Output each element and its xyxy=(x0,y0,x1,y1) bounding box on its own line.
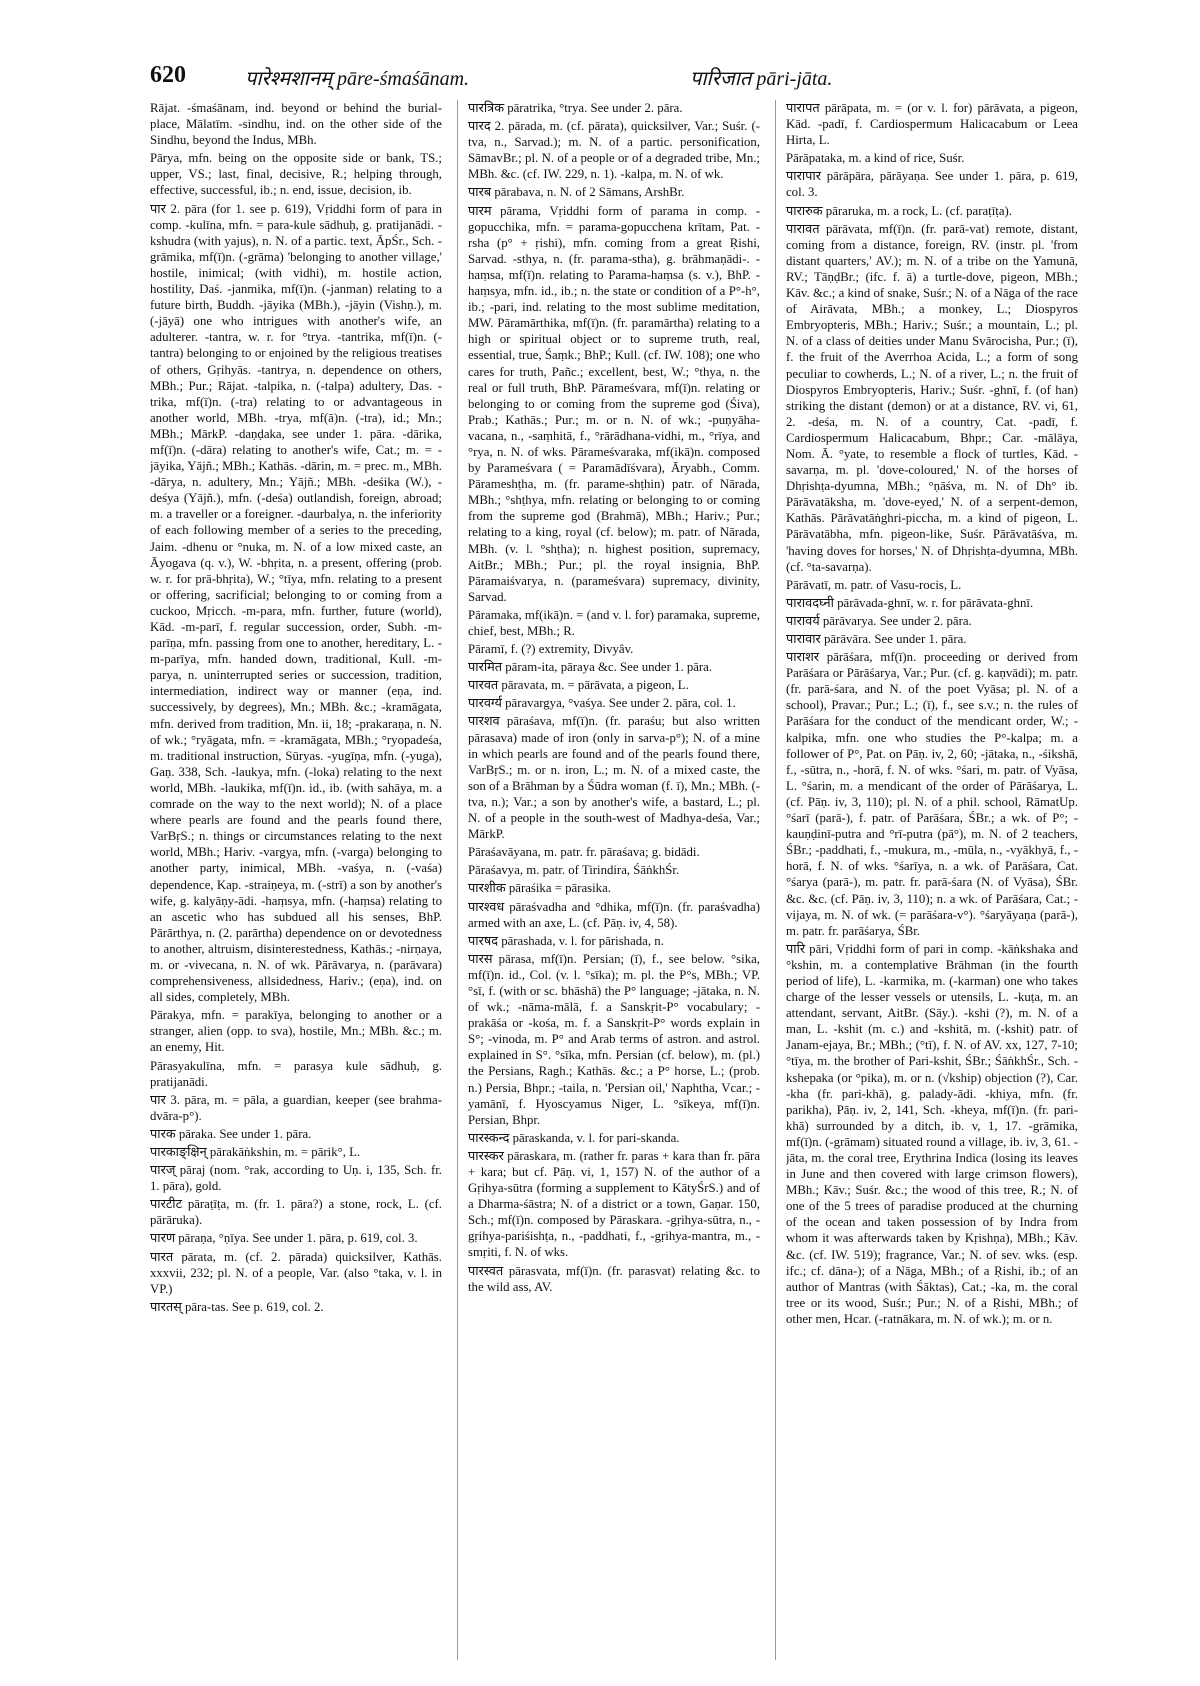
dictionary-entry: पारकाङ्क्षिन् pārakāṅkshin, m. = pārik°, L. xyxy=(150,1145,361,1159)
dictionary-entry: Pārasyakulīna, mfn. = parasya kule sādhuḥ, g. pratijanādi. xyxy=(150,1058,442,1089)
dictionary-entry: पारत pārata, m. (cf. 2. pārada) quicksilver, Kathās. xxxvii, 232; pl. N. of a people, Var. (also °taka, v. l. in VP.) xyxy=(150,1249,442,1296)
dictionary-entry: पारक pāraka. See under 1. pāra. xyxy=(150,1126,312,1141)
dictionary-entry: पारत्रिक pāratrika, °trya. See under 2. pāra. xyxy=(468,101,683,115)
dictionary-entry: पारतस् pāra-tas. See p. 619, col. 2. xyxy=(150,1299,324,1314)
dictionary-entry: Pāramī, f. (?) extremity, Divyâv. xyxy=(468,642,634,657)
dictionary-entry: पारमित pāram-ita, pāraya &c. See under 1. pāra. xyxy=(468,660,713,675)
right-running-headword: पारिजात pāri-jāta. xyxy=(690,68,833,90)
page-header xyxy=(150,62,1070,96)
dictionary-entry: पारज् pāraj (nom. °rak, according to Uṇ. i, 135, Sch. fr. 1. pāra), gold. xyxy=(150,1163,442,1194)
column-2 xyxy=(468,100,760,1670)
column-1 xyxy=(150,100,442,1670)
dictionary-entry: Pāraśavya, m. patr. of Tirindira, ŚāṅkhŚr. xyxy=(468,863,680,878)
column-divider xyxy=(775,100,776,1660)
dictionary-entry: पारापार pārāpāra, pārāyaṇa. See under 1. pāra, p. 619, col. 3. xyxy=(786,169,1078,200)
dictionary-entry: पारस्वत pārasvata, mf(ī)n. (fr. parasvat) relating &c. to the wild ass, AV. xyxy=(468,1263,760,1294)
dictionary-entry: पारटीट pāraṭīṭa, m. (fr. 1. pāra?) a stone, rock, L. (cf. pārāruka). xyxy=(150,1197,442,1228)
dictionary-entry: पारारुक pāraruka, m. a rock, L. (cf. paraṭīṭa). xyxy=(786,203,1012,218)
dictionary-entry: पारश्वध pāraśvadha and °dhika, mf(ī)n. (fr. paraśvadha) armed with an axe, L. (cf. Pāṇ. iv, 4, 58). xyxy=(468,899,760,930)
dictionary-entry: पारवर्ग्य pāravargya, °vaśya. See under 2. pāra, col. 1. xyxy=(468,696,736,711)
dictionary-entry: Pārāvatī, m. patr. of Vasu-rocis, L. xyxy=(786,577,962,592)
column-divider xyxy=(457,100,458,1660)
dictionary-entry: पार 2. pāra (for 1. see p. 619), Vṛiddhi form of para in comp. -kulīna, mfn. = para-kule sādhuḥ, g. pratijanādi. -kshudra (with yajus), n. N. of a partic. text, ĀpŚr., Sch. -grāmika, mf(ī)n. (-grāma) 'belonging to another village,' hostile, inimical; (with vidhi), m. hostile action, hostility, Daś. -janmika, mf(ī)n. (-janman) relating to a future birth, Buddh. -jāyika (MBh.), -jāyin (Vishṇ.), m. (-jāyā) one who intrigues with another's wife, an adulterer. -tantra, w. r. for °trya. -tantrika, mf(ī)n. (-tantra) belonging to or enjoined by the religious treatises of others, Gṛihyās. -tantrya, n. dependence on others, MBh.; Pur.; Rājat. -talpika, n. (-talpa) adultery, Das. -trika, mf(ī)n. (-tra) relating to or advantageous in another world, MBh. -trya, mf(ā)n. (-tra), id.; Mn.; MBh.; MārkP. -daṇḍaka, see under 1. pāra. -dārika, mf(ī)n. (-dāra) relating to another's wife, Cat.; m. = -jāyika, Yājñ.; MBh.; Kathās. -dārin, m. = prec. m., MBh. -dārya, n. adultery, Mn.; Yājñ.; MBh. -deśika (W.), -deśya (Yājñ.), mfn. (-deśa) outlandish, foreign, abroad; m. a traveller or a foreigner. -daurbalya, n. the inferiority of each following member of a series to the preceding, Jaim. -dhenu or °nuka, m. N. of a low mixed caste, an Āyogava (q. v.), W. -bhṛita, n. a present, offering (prob. w. r. for prā-bhṛita), W.; °tīya, mfn. relating to a present or offering, sacrificial; belonging to or coming from a cuckoo, Mṛicch. -m-para, mfn. further, future (world), Kād. -m-parī, f. regular succession, order, Subh. -m-parīṇa, mfn. passing from one to another, hereditary, L. -m-parīya, mfn. handed down, traditional, Kull. -m-parya, n. uninterrupted series or succession, tradition, intermediation, indirect way or manner (eṇa, ind. successively, by degrees), Mn.; MBh. &c.; -kramāgata, mfn. derived from tradition, Mn. ii, 18; -prakaraṇa, n. N. of wk.; °ryāgata, mfn. = -kramāgata, MBh.; °ryopadeśa, m. traditional instruction, Sūryas. -yugīṇa, mfn. (-yuga), Gaṇ. 338, Sch. -laukya, mfn. (-loka) relating to the next world, MBh. -laukika, mf(ī)n. id., ib. (with sahāya, m. a comrade on the way to the next world); N. of a place where pearls are found and the pearls found there, VarBṛS.; n. things or circumstances relating to the next world, MBh.; Hariv. -vargya, mfn. (-varga) belonging to another party, inimical, MBh. -vaśya, n. (-vaśa) dependence, Kap. -straiṇeya, m. (-strī) a son by another's wife, g. kalyāṇy-ādi. -haṃsya, mfn. (-haṃsa) relating to an ascetic who has subdued all his senses, BhP. Pārārthya, n. (2. parārtha) dependence on or devotedness to another, altruism, disinterestedness, Kathās.; -nirṇaya, m. or -vivecana, n. N. of wk. Pārāvarya, n. (parāvara) comprehensiveness, allsidedness, Hariv.; (eṇa), ind. on all sides, completely, MBh. xyxy=(150,201,442,1005)
dictionary-entry: पारस्कर pāraskara, m. (rather fr. paras + kara than fr. pāra + kara; but cf. Pāṇ. vi, 1, 157) N. of the author of a Gṛihya-sūtra (forming a supplement to KātyŚrS.) and of a Dharma-śāstra; N. of a district or a town, Gaṇar. 150, Sch.; mf(ī)n. composed by Pāraskara. -gṛihya-sūtra, n., -gṛihya-pariśishṭa, n., -paddhati, f., -gṛihya-mantra, m., -smṛiti, f. N. of wks. xyxy=(468,1148,760,1260)
dictionary-entry: पारावदघ्नी pārāvada-ghnī, w. r. for pārāvata-ghnī. xyxy=(786,595,1034,610)
dictionary-entry: पारब pārabava, n. N. of 2 Sāmans, ArshBr. xyxy=(468,185,685,200)
dictionary-entry: पारम pārama, Vṛiddhi form of parama in comp. -gopucchika, mfn. = parama-gopucchena krītam, Pat. -rsha (p° + ṛishi), mfn. coming from a great Ṛishi, Sarvad. -sthya, n. (fr. parama-stha), g. brāhmaṇādi-. -haṃsa, mf(ī)n. relating to Parama-haṃsa (s. v.), BhP. -haṃsya, mfn. id., ib.; n. the state or condition of a P°-h°, ib.; -pari, ind. relating to the most sublime meditation, MW. Pāramārthika, mf(ī)n. (fr. paramārtha) relating to a high or spiritual object or to supreme truth, real, essential, true, Śaṃk.; BhP.; Kull. (cf. IW. 108); one who cares for truth, Pañc.; excellent, best, W.; °thya, n. the real or full truth, BhP. Pārameśvara, mf(ī)n. relating or belonging to or coming from the supreme god (Śiva), Prab.; Kathās.; Pur.; m. or n. N. of wk.; -puṇyāha-vacana, n., -saṃhitā, f., °rārādhana-vidhi, m., °rīya, and °rya, n. N. of wks. Pārameśvaraka, mf(ikā)n. composed by Parameśvara ( = Paramādīśvara), Āryabh., Comm. Pārameshṭha, m. (fr. parame-shṭhin) patr. of Nārada, MBh.; °shṭhya, mfn. relating or belonging to or coming from the supreme god (Brahmā), MBh.; Hariv.; Pur.; relating to a king, royal (cf. below); m. patr. of Nārada, MBh. (v. l. °shṭha); n. highest position, supremacy, AitBr.; MBh.; Pur.; pl. the royal insignia, BhP. Pāramaiśvarya, n. (parameśvara) supremacy, divinity, Sarvad. xyxy=(468,203,760,604)
column-3 xyxy=(786,100,1078,1670)
dictionary-entry: पारद 2. pārada, m. (cf. pārata), quicksilver, Var.; Suśr. (-tva, n., Sarvad.); m. N. of a partic. personification, SāmavBr.; pl. N. of a people or of a degraded tribe, Mn.; MBh. &c. (cf. IW. 229, n. 1). -kalpa, m. N. of wk. xyxy=(468,119,760,182)
dictionary-entry: पारशीक pāraśika = pārasika. xyxy=(468,881,611,896)
dictionary-entry: पाराशर pārāśara, mf(ī)n. proceeding or derived from Parāśara or Pārāśarya, Var.; Pur. (cf. g. kaṇvādi); m. patr. (fr. parā-śara, and N. of the poet Vyāsa; pl. N. of a school), Pravar.; Pur.; L.; (ī), f., see s.v.; n. the rules of Parāśara for the conduct of the mendicant order, W.; -kalpika, mfn. one who studies the P°-kalpa; m. a follower of P°, Pat. on Pāṇ. iv, 2, 60; -jātaka, n., -śikshā, f., -sūtra, n., -horā, f. N. of wks. °śari, m. patr. of Vyāsa, L. °śarin, m. a mendicant of the order of Pārāśarya, L. (cf. Pāṇ. iv, 3, 110); pl. N. of a phil. school, RāmatUp. °śarī (parā-), f. patr. of Parāśara, ŚBr.; a wk. of P°; -kauṇḍinī-putra and °rī-putra (pā°), m. N. of 2 teachers, ŚBr.; -paddhati, f., -mukura, m., -mūla, n., -vyākhyā, f., -horā, f. N. of wks. °śarīya, n. a wk. of Parāśara, Cat. °śarya (parā-), m. patr. fr. parā-śara (N. of Vyāsa), ŚBr. &c. &c. (cf. Pāṇ. iv, 3, 110); n. a wk. of Parāśara, Cat.; -vijaya, m. N. of wk. (= parāśara-v°). °śaryāyaṇa (parā-), m. patr. fr. parāśarya, ŚBr. xyxy=(786,650,1078,938)
page-number: 620 xyxy=(150,62,186,88)
dictionary-entry: Pārya, mfn. being on the opposite side or bank, TS.; upper, VS.; last, final, decisive, R.; helping through, effective, successful, ib.; n. end, issue, decision, ib. xyxy=(150,151,442,198)
dictionary-entry: पारशव pāraśava, mf(ī)n. (fr. paraśu; but also written pārasava) made of iron (only in sarva-p°); N. of a mine in which pearls are found and of the pearls found there, VarBṛS.; m. or n. iron, L.; m. N. of a mixed caste, the son of a Brāhman by a Śūdra woman (f. ī), Mn.; MBh. (-tva, n.); Var.; a son by another's wife, a bastard, L.; pl. N. of a people in the south-west of Madhya-deśa, Var.; MārkP. xyxy=(468,714,760,842)
dictionary-entry: पारावत pārāvata, mf(ī)n. (fr. parā-vat) remote, distant, coming from a distance, foreign, RV. (instr. pl. 'from distant quarters,' AV.); m. N. of a tribe on the Yamunā, RV.; TāṇḍBr.; (ifc. f. ā) a turtle-dove, pigeon, MBh.; Kāv. &c.; a kind of snake, Suśr.; N. of a Nāga of the race of Airāvata, MBh.; a monkey, L.; Diospyros Embryopteris, MBh.; Hariv.; Suśr.; a mountain, L.; pl. N. of a class of deities under Manu Svārocisha, Pur.; (ī), f. the fruit of the Averrhoa Acida, L.; a form of song peculiar to cowherds, L.; N. of a river, L.; n. the fruit of Diospyros Embryopteris, Hariv.; Suśr. -ghnī, f. (of han) striking the distant (demon) or at a distance, RV. vi, 61, 2. -deśa, m. N. of a country, Cat. -padī, f. Cardiospermum Halicacabum, Bhpr.; Car. -mālāya, Nom. Ā. °yate, to resemble a flock of turtles, Kād. -savarṇa, m. pl. 'dove-coloured,' N. of the horses of Dhṛishṭa-dyumna, MBh.; °ṇāśva, m. N. of Dh° ib. Pārāvatāksha, m. 'dove-eyed,' N. of a serpent-demon, Kathās. Pārāvatāṅghri-piccha, m. a kind of pigeon, L. Pārāvatābha, mfn. pigeon-like, Suśr. Pārāvatāśva, m. 'having doves for horses,' N. of Dhṛishṭa-dyumna, MBh. (cf. °ta-savarṇa). xyxy=(786,221,1078,574)
dictionary-entry: पारषद pārashada, v. l. for pārishada, n. xyxy=(468,933,664,948)
dictionary-entry: Pārakya, mfn. = parakīya, belonging to another or a stranger, alien (opp. to sva), hostile, Mn.; MBh. &c.; m. an enemy, Hit. xyxy=(150,1008,442,1055)
dictionary-entry: पारापत pārāpata, m. = (or v. l. for) pārāvata, a pigeon, Kād. -padī, f. Cardiospermum Halicacabum or Leea Hirta, L. xyxy=(786,101,1078,148)
dictionary-entry: पारस pārasa, mf(ī)n. Persian; (ī), f., see below. °sika, mf(ī)n. id., Col. (v. l. °sīka); m. pl. the P°s, MBh.; VP. °sī, f. (with or sc. bhāshā) the P° language; -jātaka, n. N. of wk.; -nāma-mālā, f. a Sanskṛit-P° vocabulary; -prakāśa or -kośa, m. f. a Sanskṛit-P° words explain in S°; -vinoda, m. P° and Arab terms of astron. and astrol. explained in S°. °sīka, mfn. Persian (cf. below), m. (pl.) the Persians, Ragh.; Kathās. &c.; a P° horse, L.; (prob. n.) Persia, Bhpr.; -taila, n. 'Persian oil,' Naphtha, Vcar.; -yamānī, f. Hyoscyamus Niger, L. °sīkeya, mf(ī)n. Persian, Bhpr. xyxy=(468,951,760,1127)
dictionary-entry: पारवत pāravata, m. = pārāvata, a pigeon, L. xyxy=(468,678,689,693)
left-running-headword: पारेश्मशानम् pāre-śmaśānam. xyxy=(245,68,470,90)
dictionary-entry: पारावार pārāvāra. See under 1. pāra. xyxy=(786,632,967,646)
dictionary-entry: पारण pāraṇa, °ṇīya. See under 1. pāra, p. 619, col. 3. xyxy=(150,1231,418,1246)
dictionary-entry: पारस्कन्द pāraskanda, v. l. for pari-skanda. xyxy=(468,1130,680,1145)
dictionary-entry: पार 3. pāra, m. = pāla, a guardian, keeper (see brahma-dvāra-p°). xyxy=(150,1092,442,1123)
dictionary-entry: पारावर्य pārāvarya. See under 2. pāra. xyxy=(786,613,972,628)
page-columns xyxy=(150,100,1080,1670)
dictionary-entry: Pāramaka, mf(ikā)n. = (and v. l. for) paramaka, supreme, chief, best, MBh.; R. xyxy=(468,607,760,638)
dictionary-entry: पारि pāri, Vṛiddhi form of pari in comp. -kāṅkshaka and °kshin, m. a contemplative Brāhman (in the fourth period of life), L. -karmika, m. (-karman) one who takes charge of the lesser vessels or utensils, L. -kuṭa, m. an attendant, servant, AitBr. (Sāy.). -kshi (?), m. N. of a man, L. -kshit (m. c.) and -kshitā, m. (-kshit) patr. of Janam-ejaya, Br.; MBh.; (°tī), f. N. of AV. xx, 127, 7-10; °tīya, m. the brother of Pari-kshit, ŚBr.; ŚāṅkhŚr., Sch. -kshepaka (or °pika), m. or n. (√kship) objection (?), Car. -kha (fr. pari-khā), g. palady-ādi. -khiya, mfn. (fr. parikha), Pāṇ. iv, 2, 141, Sch. -kheya, mf(ī)n. (fr. pari-khā) surrounded by a ditch, ib. v, 1, 17. -grāmika, mf(ī)n. (-grāmam) situated round a village, ib. iv, 3, 61. -jāta, m. the coral tree, Erythrina Indica (losing its leaves in June and then covered with large crimson flowers), MBh.; Kāv.; Suśr. &c.; the wood of this tree, R.; N. of one of the 5 trees of paradise produced at the churning of the ocean and taken possession of by Indra from whom it was afterwards taken by Kṛishṇa), MBh.; Kāv. &c. (cf. IW. 519); fragrance, Var.; N. of sev. wks. (esp. ifc.; cf. dāna-); of a Nāga, MBh.; of a Ṛishi, ib.; of an author of Mantras (with Śāktas), Cat.; -ka, m. the coral tree or its wood, Suśr.; Pur.; N. of a Ṛishi, MBh.; of other men, Hcar. (-ratnākara, m. N. of wk.); m. or n. xyxy=(786,941,1078,1326)
dictionary-entry: Rājat. -śmaśānam, ind. beyond or behind the burial-place, Mālatīm. -sindhu, ind. on the other side of the Sindhu, beyond the Indus, MBh. xyxy=(150,101,442,148)
dictionary-entry: Pārāpataka, m. a kind of rice, Suśr. xyxy=(786,151,965,166)
dictionary-entry: Pāraśavāyana, m. patr. fr. pāraśava; g. bidādi. xyxy=(468,845,700,860)
